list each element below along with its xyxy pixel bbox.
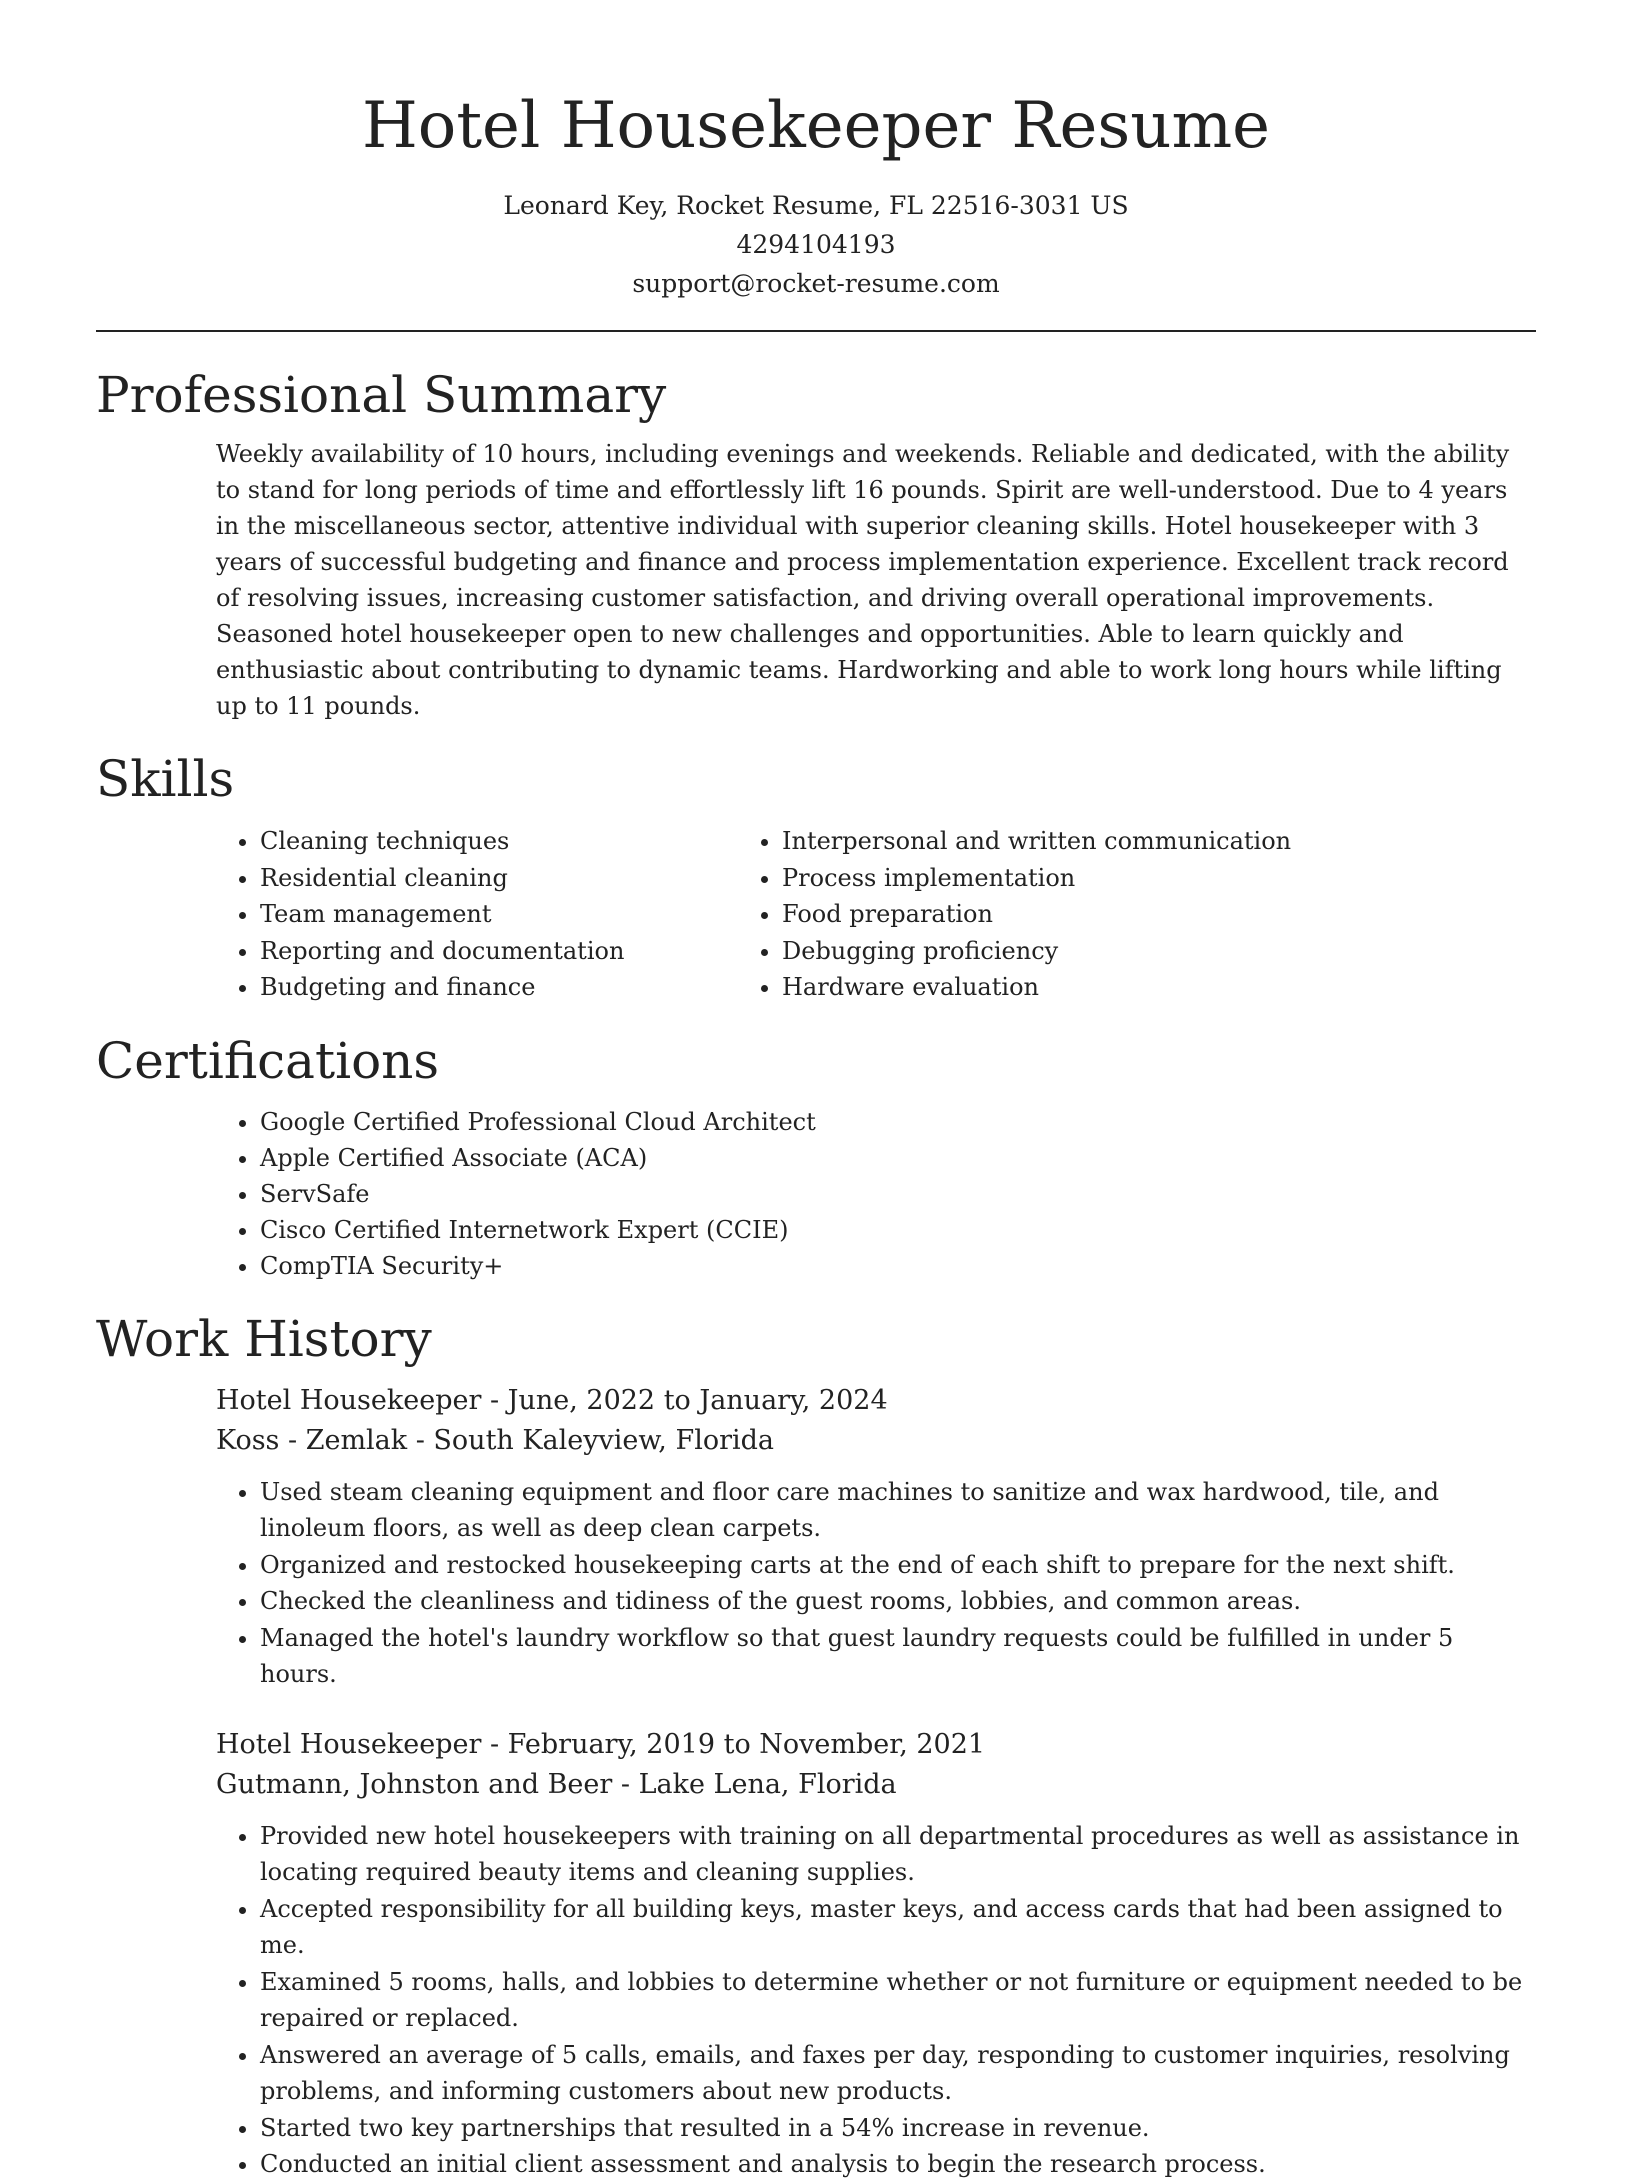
certification-item: • ServSafe xyxy=(260,1176,1536,1212)
skill-item: • Reporting and documentation xyxy=(260,933,746,970)
job-title-line: Hotel Housekeeper - February, 2019 to November, 2021 xyxy=(216,1728,986,1760)
skill-item: • Interpersonal and written communication xyxy=(782,823,1396,860)
job-bullet: • Used steam cleaning equipment and floor care machines to sanitize and wax hardwood, tile, and linoleum floors, as well as deep clean carpets. xyxy=(260,1474,1536,1547)
resume-title: Hotel Housekeeper Resume xyxy=(361,89,1271,163)
certification-item: • Apple Certified Associate (ACA) xyxy=(260,1140,1536,1176)
job-bullet: • Provided new hotel housekeepers with training on all departmental procedures as well as assistance in locating required beauty items and cleaning supplies. xyxy=(260,1818,1536,1891)
job-company-line: Koss - Zemlak - South Kaleyview, Florida xyxy=(216,1424,775,1456)
header-divider xyxy=(96,330,1536,332)
skill-item: • Hardware evaluation xyxy=(782,969,1396,1006)
skill-item: • Debugging proficiency xyxy=(782,933,1396,970)
section-title-certifications: Certifications xyxy=(96,1031,440,1090)
job-bullet: • Accepted responsibility for all building keys, master keys, and access cards that had been assigned to me. xyxy=(260,1891,1536,1964)
certifications-list xyxy=(96,1104,1536,1284)
summary-text: Weekly availability of 10 hours, including evenings and weekends. Reliable and dedicated, with the ability to stand for long periods of time and effortlessly lift 16 pounds. Spirit are well-understood. Due to 4 years in the miscellaneous sector, attentive individual with superior cleaning skills. Hotel housekeeper with 3 years of successful budgeting and finance and process implementation experience. Excellent track record of resolving issues, increasing customer satisfaction, and driving overall operational improvements. Seasoned hotel housekeeper open to new challenges and opportunities. Able to learn quickly and enthusiastic about contributing to dynamic teams. Hardworking and able to work long hours while lifting up to 11 pounds. xyxy=(216,440,1510,720)
job-bullet: • Examined 5 rooms, halls, and lobbies to determine whether or not furniture or equipment needed to be repaired or replaced. xyxy=(260,1964,1536,2037)
job-bullets xyxy=(216,1474,1536,1693)
job-title-line: Hotel Housekeeper - June, 2022 to January, 2024 xyxy=(216,1384,888,1416)
contact-phone: 4294104193 xyxy=(736,230,896,259)
contact-address: Leonard Key, Rocket Resume, FL 22516-3031 US xyxy=(503,191,1129,220)
job-bullet: • Started two key partnerships that resulted in a 54% increase in revenue. xyxy=(260,2110,1536,2147)
certification-item: • Cisco Certified Internetwork Expert (CCIE) xyxy=(260,1212,1536,1248)
skill-item: • Team management xyxy=(260,896,746,933)
job-entry xyxy=(216,1725,1536,2183)
skill-item: • Food preparation xyxy=(782,896,1396,933)
job-bullet: • Conducted an initial client assessment and analysis to begin the research process. xyxy=(260,2146,1536,2183)
job-bullet: • Answered an average of 5 calls, emails, and faxes per day, responding to customer inquiries, resolving problems, and informing customers about new products. xyxy=(260,2037,1536,2110)
skill-item: • Process implementation xyxy=(782,860,1396,897)
section-title-skills: Skills xyxy=(96,750,235,808)
certification-item: • CompTIA Security+ xyxy=(260,1248,1536,1284)
section-title-summary: Professional Summary xyxy=(96,366,667,424)
skills-column-left xyxy=(96,823,746,1006)
job-bullets xyxy=(216,1818,1536,2183)
section-title-work-history: Work History xyxy=(96,1309,432,1368)
certification-item: • Google Certified Professional Cloud Architect xyxy=(260,1104,1536,1140)
job-bullet: • Organized and restocked housekeeping carts at the end of each shift to prepare for the next shift. xyxy=(260,1547,1536,1584)
contact-block xyxy=(96,186,1536,303)
job-entry xyxy=(216,1381,1536,1693)
job-company-line: Gutmann, Johnston and Beer - Lake Lena, Florida xyxy=(216,1768,897,1800)
skills-column-right xyxy=(746,823,1396,1006)
contact-email: support@rocket-resume.com xyxy=(632,269,1000,298)
skill-item: • Budgeting and finance xyxy=(260,969,746,1006)
skill-item: • Cleaning techniques xyxy=(260,823,746,860)
skills-list xyxy=(96,823,1536,1006)
job-bullet: • Managed the hotel's laundry workflow so that guest laundry requests could be fulfilled in under 5 hours. xyxy=(260,1620,1536,1693)
job-bullet: • Checked the cleanliness and tidiness of the guest rooms, lobbies, and common areas. xyxy=(260,1583,1536,1620)
skill-item: • Residential cleaning xyxy=(260,860,746,897)
